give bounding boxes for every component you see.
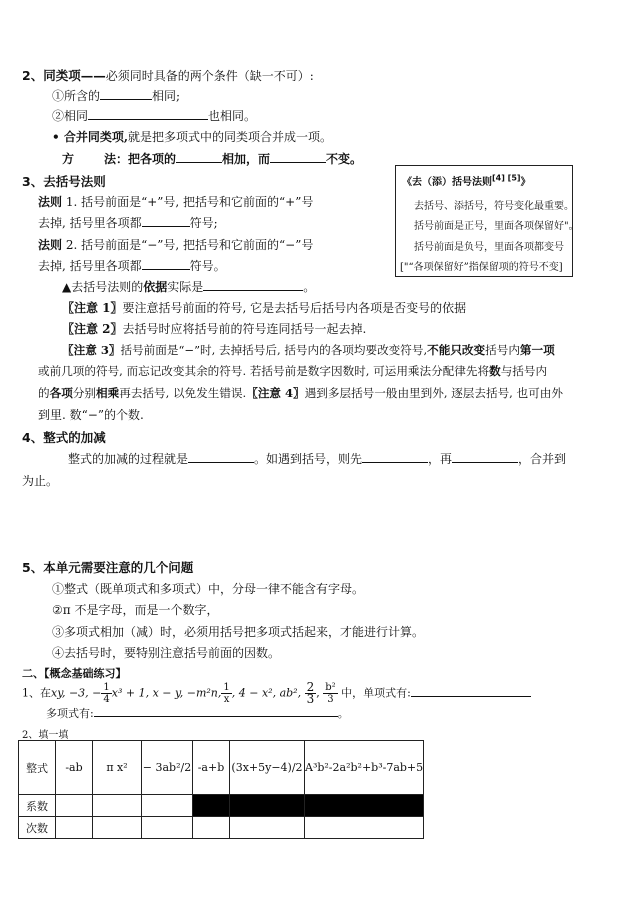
note-3-line2: 或前几项的符号, 而忘记改变其余的符号. 若括号前是数字因数时, 可运用乘法分配律先将数与括号内: [38, 364, 548, 378]
note-item-3: ③多项式相加（减）时，必须用括号把多项式括起来，才能进行计算。: [52, 625, 425, 639]
blank-first-step[interactable]: [362, 450, 428, 463]
section4-paragraph: 整式的加减的过程就是 。如遇到括号，则先 ，再 ，合并到: [68, 452, 567, 466]
blank-condition-2[interactable]: [88, 107, 208, 120]
rule-2-line1: 法则 2. 括号前面是“−”号, 把括号和它前面的“−”号: [38, 238, 314, 252]
cell-expression-1: -ab: [56, 741, 93, 795]
coefficient-3[interactable]: [142, 795, 193, 817]
blank-rule-1[interactable]: [142, 214, 190, 227]
blank-method-1[interactable]: [176, 150, 222, 163]
blank-rule-2[interactable]: [142, 257, 190, 270]
box-line-1: 去括号、添括号，符号变化最重要。: [414, 201, 574, 212]
box-title: 《去（添）括号法则[4] [5]》: [402, 173, 531, 188]
cell-expression-3: − 3ab²/2: [142, 741, 193, 795]
cell-expression-4: -a+b: [193, 741, 230, 795]
note-item-4: ④去括号时，要特别注意括号前面的因数。: [52, 646, 281, 660]
row-label-degree: 次数: [19, 817, 56, 839]
condition-1: ①所含的 相同;: [52, 89, 181, 103]
question-1-polynomials: 多项式有: 。: [46, 704, 349, 721]
blank-process[interactable]: [188, 450, 254, 463]
blocked-cell: [193, 795, 230, 817]
note-3-line1: 〖注意 3〗括号前面是“−”时, 去掉括号后, 括号内的各项均要改变符号,不能只改变括号内第一项: [62, 343, 555, 357]
degree-5[interactable]: [230, 817, 305, 839]
blank-condition-1[interactable]: [100, 87, 152, 100]
degree-2[interactable]: [93, 817, 142, 839]
degree-1[interactable]: [56, 817, 93, 839]
note-item-2: ②π 不是字母，而是一个数字，: [52, 603, 219, 617]
rule-1-line1: 法则 1. 括号前面是“+”号, 把括号和它前面的“+”号: [38, 195, 314, 209]
rule-basis: ▲去括号法则的依据实际是 。: [62, 280, 316, 294]
blank-polynomials[interactable]: [94, 704, 338, 717]
box-line-2: 括号前面是正号，里面各项保留好"。: [414, 221, 579, 232]
section2-heading: 2、同类项——必须同时具备的两个条件（缺一不可）:: [22, 68, 314, 83]
note-2: 〖注意 2〗去括号时应将括号前的符号连同括号一起去掉.: [62, 322, 367, 336]
degree-4[interactable]: [193, 817, 230, 839]
bracket-rules-box: [395, 165, 579, 277]
coefficient-2[interactable]: [93, 795, 142, 817]
note-3-line3: 的各项分别相乘再去括号, 以免发生错误.〖注意 4〗遇到多层括号一般由里到外, 逐层去括号, 也可由外: [38, 386, 563, 400]
coefficient-1[interactable]: [56, 795, 93, 817]
box-line-3: 括号前面是负号，里面各项都变号: [414, 242, 564, 253]
cell-expression-2: π x²: [93, 741, 142, 795]
note-4-line2: 到里. 数“−”的个数.: [38, 408, 144, 422]
blank-monomials[interactable]: [411, 684, 531, 697]
row-label-expression: 整式: [19, 741, 56, 795]
note-item-1: ①整式（既单项式和多项式）中，分母一律不能含有字母。: [52, 582, 365, 596]
exercise-heading: 二、【概念基础练习】: [22, 667, 127, 680]
merge-like-terms: • 合并同类项,就是把多项式中的同类项合并成一项。: [52, 130, 333, 144]
cell-expression-5: (3x+5y−4)/2: [230, 741, 305, 795]
degree-6[interactable]: [305, 817, 424, 839]
note-1: 〖注意 1〗要注意括号前面的符号, 它是去括号后括号内各项是否变号的依据: [62, 301, 467, 315]
blocked-cell: [230, 795, 305, 817]
section5-heading: 5、本单元需要注意的几个问题: [22, 560, 194, 575]
question-2: 2、填一填: [22, 730, 69, 741]
section4-heading: 4、整式的加减: [22, 430, 106, 445]
section4-paragraph-end: 为止。: [22, 474, 59, 488]
cell-expression-6: A³b²-2a²b²+b³-7ab+5: [305, 741, 424, 795]
box-line-4: ["“各项保留好”指保留项的符号不变]: [400, 262, 563, 273]
blank-method-2[interactable]: [270, 150, 326, 163]
fill-in-table: [18, 740, 424, 839]
condition-2: ②相同 也相同。: [52, 109, 257, 123]
degree-3[interactable]: [142, 817, 193, 839]
blank-basis[interactable]: [203, 278, 303, 291]
blank-second-step[interactable]: [452, 450, 518, 463]
blocked-cell: [305, 795, 424, 817]
row-label-coefficient: 系数: [19, 795, 56, 817]
method-line: 方 法：把各项的 相加，而 不变。: [62, 152, 363, 166]
rule-2-line2: 去掉, 括号里各项都 符号。: [38, 259, 226, 273]
question-1: 1、在xy, −3, − $\frac{1}{4}$ x³ + 1, x − y, −m²n, $\frac{1}{x}$ , 4 − x², ab², $\frac{2}{3}$ , $\frac{\text{b²}}{3}$ 中，单项式有:: [22, 682, 531, 705]
section3-heading: 3、去括号法则: [22, 174, 106, 189]
rule-1-line2: 去掉, 括号里各项都 符号;: [38, 216, 218, 230]
